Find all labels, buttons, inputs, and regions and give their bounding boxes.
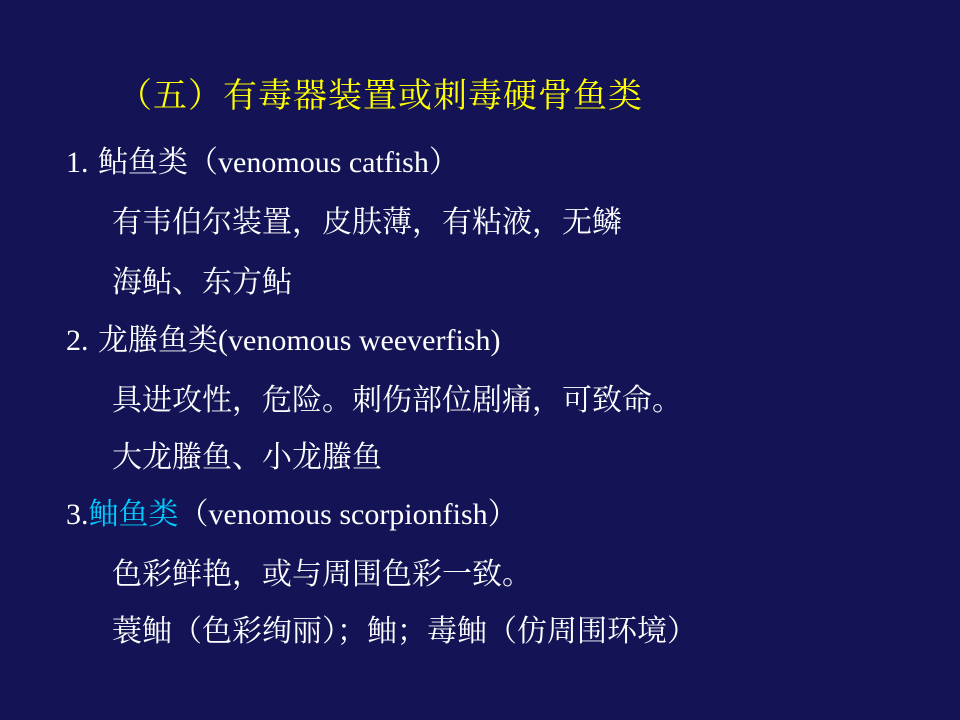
section-3-line-1: 色彩鲜艳，或与周围色彩一致。: [112, 557, 532, 592]
section-3-number: 3.: [66, 498, 89, 531]
section-2-latin: (venomous weeverfish): [218, 324, 501, 357]
section-2-name: 龙螣鱼类: [88, 323, 219, 358]
section-2-line-2: 大龙螣鱼、小龙螣鱼: [112, 440, 382, 475]
section-1-line-2: 海鲇、东方鲇: [112, 265, 292, 300]
slide-title: （五）有毒器装置或刺毒硬骨鱼类: [118, 76, 643, 116]
section-2-number: 2.: [66, 324, 89, 357]
section-1-latin: （venomous catfish）: [188, 146, 459, 179]
section-1-number: 1.: [66, 146, 89, 179]
section-3-heading: [66, 495, 518, 535]
section-3-latin: （venomous scorpionfish）: [178, 498, 518, 531]
section-1-line-1: 有韦伯尔装置，皮肤薄，有粘液，无鳞: [112, 205, 622, 240]
section-1-heading: [66, 143, 459, 183]
section-2-heading: [66, 321, 500, 361]
section-3-line-2: 蓑鲉（色彩绚丽）；鲉；毒鲉（仿周围环境）: [112, 614, 697, 649]
section-1-name: 鲇鱼类: [88, 145, 189, 180]
section-3-name: 鲉鱼类: [88, 497, 179, 532]
section-2-line-1: 具进攻性，危险。刺伤部位剧痛，可致命。: [112, 383, 682, 418]
